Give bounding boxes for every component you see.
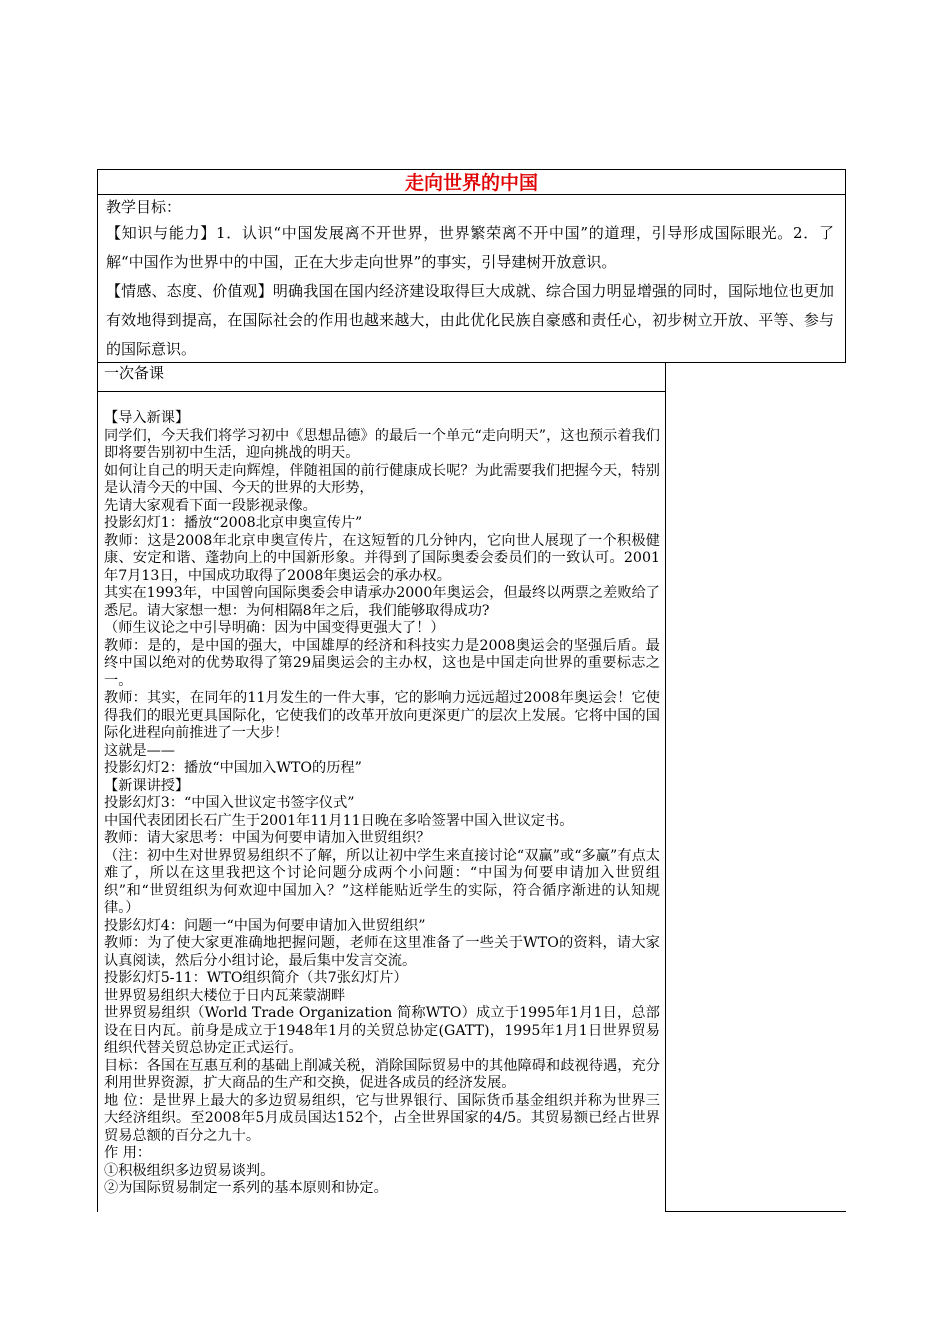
page-title: 走向世界的中国 [404,172,538,194]
body-paragraph: 先请大家观看下面一段影视录像。 [104,497,317,514]
middle-border-line [665,362,666,1212]
left-border-line [97,362,98,1212]
goal-knowledge: 【知识与能力】1．认识“中国发展离不开世界，世界繁荣离不开中国”的道理，引导形成国际眼光。2．了解“中国作为世界中的中国，正在大步走向世界”的事实，引导建树开放意识。 [106,224,834,271]
body-paragraph: 中国代表团团长石广生于2001年11月11日晚在多哈签署中国入世议定书。 [104,812,574,829]
body-paragraph: （师生议论之中引导明确：因为中国变得更强大了！） [104,620,445,636]
body-paragraph: 【导入新课】 [104,410,190,426]
body-paragraph: （注：初中生对世界贸易组织不了解，所以让初中学生来直接讨论“双赢”或“多赢”有点太难了，所以在这里我把这个讨论问题分成两个小问题：“中国为何要申请加入世贸组织”和“世贸组织为何欢迎中国加入？”这样能贴近学生的实际，符合循序渐进的认知规律。） [104,847,660,916]
body-paragraph: 教师：其实，在同年的11月发生的一件大事，它的影响力远远超过2008年奥运会！它使得我们的眼光更具国际化，它使我们的改革开放向更深更广的层次上发展。它将中国的国际化进程向前推进了一大步！ [104,690,660,741]
body-paragraph: 这就是—— [104,742,175,759]
teaching-goals [106,195,834,364]
body-paragraph: 投影幻灯5-11：WTO组织简介（共7张幻灯片） [104,970,408,986]
body-paragraph: 【新课讲授】 [104,777,190,794]
bottom-border-line [665,1211,846,1212]
lesson-body [104,410,660,1198]
body-paragraph: 世界贸易组织大楼位于日内瓦莱蒙湖畔 [104,987,346,1004]
row-divider-line [97,391,666,392]
body-paragraph: 作 用： [104,1145,152,1161]
body-paragraph: 同学们，今天我们将学习初中《思想品德》的最后一个单元“走向明天”，这也预示着我们即将要告别初中生活，迎向挑战的明天。 [104,427,660,461]
body-paragraph: 投影幻灯1：播放“2008北京申奥宣传片” [104,515,363,531]
body-paragraph: 世界贸易组织（World Trade Organization 简称WTO）成立于1995年1月1日，总部设在日内瓦。前身是成立于1948年1月的关贸总协定(GATT)，1995年1月1日世界贸易组织代替关贸总协定正式运行。 [104,1005,660,1056]
body-paragraph: 如何让自己的明天走向辉煌，伴随祖国的前行健康成长呢？为此需要我们把握今天，特别是认清今天的中国、今天的世界的大形势， [104,462,660,496]
body-paragraph: 教师：是的，是中国的强大，中国雄厚的经济和科技实力是2008奥运会的坚强后盾。最终中国以绝对的优势取得了第29届奥运会的主办权，这也是中国走向世界的重要标志之一。 [104,637,660,689]
body-paragraph: 教师：请大家思考：中国为何要申请加入世贸组织？ [104,830,431,846]
prep-label: 一次备课 [104,364,165,382]
body-paragraph: 目标：各国在互惠互利的基础上削减关税，消除国际贸易中的其他障碍和歧视待遇，充分利用世界资源，扩大商品的生产和交换，促进各成员的经济发展。 [104,1057,660,1091]
lesson-header-table [97,169,846,363]
body-paragraph: ②为国际贸易制定一系列的基本原则和协定。 [104,1180,388,1196]
body-paragraph: 地 位：是世界上最大的多边贸易组织，它与世界银行、国际货币基金组织并称为世界三大经济组织。至2008年5月成员国达152个，占全世界国家的4/5。其贸易额已经占世界贸易总额的百分之九十。 [104,1092,660,1144]
body-paragraph: 教师：这是2008年北京申奥宣传片，在这短暂的几分钟内，它向世人展现了一个积极健康、安定和谐、蓬勃向上的中国新形象。并得到了国际奥委会委员们的一致认可。2001年7月13日，中国成功取得了2008年奥运会的承办权。 [104,532,660,584]
body-paragraph: 投影幻灯2：播放“中国加入WTO的历程” [104,760,362,776]
goal-emotion: 【情感、态度、价值观】明确我国在国内经济建设取得巨大成就、综合国力明显增强的同时，国际地位也更加有效地得到提高，在国际社会的作用也越来越大，由此优化民族自豪感和责任心，初步树立开放、平等、参与的国际意识。 [106,282,834,358]
body-paragraph: 投影幻灯4：问题一“中国为何要申请加入世贸组织” [104,917,426,934]
body-paragraph: 其实在1993年，中国曾向国际奥委会申请承办2000年奥运会，但最终以两票之差败给了悉尼。请大家想一想：为何相隔8年之后，我们能够取得成功? [104,585,660,619]
body-paragraph: 投影幻灯3：“中国入世议定书签字仪式” [104,795,355,811]
body-paragraph: 教师：为了使大家更准确地把握问题，老师在这里准备了一些关于WTO的资料，请大家认真阅读，然后分小组讨论，最后集中发言交流。 [104,935,660,969]
body-paragraph: ①积极组织多边贸易谈判。 [104,1162,275,1179]
goals-heading: 教学目标： [106,198,182,216]
